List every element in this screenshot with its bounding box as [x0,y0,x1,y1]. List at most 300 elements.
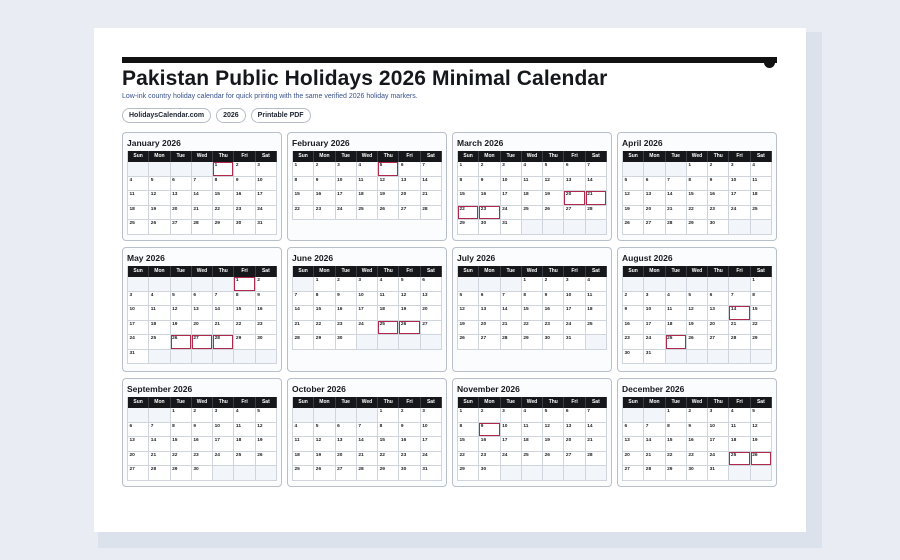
day-cell[interactable]: 30 [687,466,708,481]
day-cell[interactable]: 23 [192,452,213,467]
day-cell[interactable]: 8 [234,292,255,307]
day-cell[interactable]: 4 [149,292,170,307]
day-cell[interactable]: 4 [586,277,607,292]
day-cell[interactable]: 23 [234,206,255,221]
day-cell[interactable]: 29 [687,220,708,235]
day-cell[interactable]: 5 [623,177,644,192]
day-cell[interactable]: 19 [543,191,564,206]
day-cell[interactable]: 1 [378,408,399,423]
day-cell[interactable]: 31 [256,220,277,235]
day-cell[interactable]: 29 [458,220,479,235]
day-cell[interactable]: 4 [128,177,149,192]
day-cell[interactable]: 26 [623,220,644,235]
day-cell[interactable]: 22 [458,452,479,467]
day-cell[interactable]: 10 [564,292,585,307]
day-cell[interactable]: 10 [213,423,234,438]
day-cell[interactable]: 11 [751,177,772,192]
day-cell[interactable]: 2 [623,292,644,307]
day-cell[interactable]: 20 [479,321,500,336]
day-cell[interactable]: 11 [149,306,170,321]
day-cell[interactable]: 26 [543,206,564,221]
day-cell[interactable]: 27 [564,206,585,221]
day-cell[interactable]: 18 [522,191,543,206]
day-cell[interactable]: 20 [128,452,149,467]
day-cell[interactable]: 24 [128,335,149,350]
day-cell[interactable]: 17 [128,321,149,336]
day-cell[interactable]: 15 [234,306,255,321]
day-cell[interactable]: 3 [213,408,234,423]
day-cell[interactable]: 30 [234,220,255,235]
day-cell[interactable]: 25 [234,452,255,467]
day-cell[interactable]: 28 [293,335,314,350]
day-cell[interactable]: 25 [128,220,149,235]
day-cell[interactable]: 15 [458,191,479,206]
day-cell[interactable]: 5 [171,292,192,307]
day-cell[interactable]: 17 [644,321,665,336]
day-cell[interactable]: 1 [171,408,192,423]
day-cell[interactable]: 10 [357,292,378,307]
holiday-day-cell[interactable]: 25 [666,335,687,350]
day-cell[interactable]: 19 [399,306,420,321]
day-cell[interactable]: 29 [378,466,399,481]
day-cell[interactable]: 15 [666,437,687,452]
day-cell[interactable]: 23 [256,321,277,336]
day-cell[interactable]: 11 [729,423,750,438]
day-cell[interactable]: 23 [708,206,729,221]
day-cell[interactable]: 21 [149,452,170,467]
day-cell[interactable]: 10 [644,306,665,321]
day-cell[interactable]: 14 [586,177,607,192]
day-cell[interactable]: 9 [687,423,708,438]
day-cell[interactable]: 3 [501,408,522,423]
holiday-day-cell[interactable]: 9 [479,423,500,438]
day-cell[interactable]: 9 [234,177,255,192]
holiday-day-cell[interactable]: 28 [213,335,234,350]
day-cell[interactable]: 21 [357,452,378,467]
day-cell[interactable]: 20 [171,206,192,221]
day-cell[interactable]: 11 [128,191,149,206]
day-cell[interactable]: 12 [623,191,644,206]
day-cell[interactable]: 2 [256,277,277,292]
day-cell[interactable]: 18 [128,206,149,221]
day-cell[interactable]: 22 [522,321,543,336]
day-cell[interactable]: 16 [623,321,644,336]
day-cell[interactable]: 16 [708,191,729,206]
holiday-day-cell[interactable]: 25 [378,321,399,336]
day-cell[interactable]: 20 [399,191,420,206]
day-cell[interactable]: 7 [149,423,170,438]
day-cell[interactable]: 14 [213,306,234,321]
day-cell[interactable]: 12 [314,437,335,452]
day-cell[interactable]: 9 [543,292,564,307]
day-cell[interactable]: 8 [378,423,399,438]
day-cell[interactable]: 24 [336,206,357,221]
day-cell[interactable]: 29 [234,335,255,350]
day-cell[interactable]: 5 [751,408,772,423]
day-cell[interactable]: 17 [357,306,378,321]
day-cell[interactable]: 6 [479,292,500,307]
day-cell[interactable]: 6 [564,408,585,423]
day-cell[interactable]: 21 [293,321,314,336]
day-cell[interactable]: 18 [378,306,399,321]
day-cell[interactable]: 4 [357,162,378,177]
day-cell[interactable]: 10 [501,177,522,192]
day-cell[interactable]: 31 [128,350,149,365]
day-cell[interactable]: 5 [149,177,170,192]
day-cell[interactable]: 9 [479,177,500,192]
day-cell[interactable]: 10 [128,306,149,321]
day-cell[interactable]: 6 [171,177,192,192]
holiday-day-cell[interactable]: 26 [751,452,772,467]
day-cell[interactable]: 23 [314,206,335,221]
holiday-day-cell[interactable]: 14 [729,306,750,321]
day-cell[interactable]: 6 [192,292,213,307]
day-cell[interactable]: 25 [522,206,543,221]
day-cell[interactable]: 22 [171,452,192,467]
day-cell[interactable]: 14 [149,437,170,452]
day-cell[interactable]: 20 [192,321,213,336]
day-cell[interactable]: 11 [378,292,399,307]
day-cell[interactable]: 13 [708,306,729,321]
day-cell[interactable]: 31 [708,466,729,481]
day-cell[interactable]: 16 [314,191,335,206]
day-cell[interactable]: 30 [479,466,500,481]
day-cell[interactable]: 16 [256,306,277,321]
day-cell[interactable]: 12 [171,306,192,321]
day-cell[interactable]: 15 [458,437,479,452]
day-cell[interactable]: 4 [751,162,772,177]
day-cell[interactable]: 28 [644,466,665,481]
day-cell[interactable]: 14 [357,437,378,452]
day-cell[interactable]: 2 [192,408,213,423]
day-cell[interactable]: 12 [687,306,708,321]
holiday-day-cell[interactable]: 27 [192,335,213,350]
day-cell[interactable]: 23 [687,452,708,467]
day-cell[interactable]: 6 [564,162,585,177]
day-cell[interactable]: 13 [564,423,585,438]
day-cell[interactable]: 8 [666,423,687,438]
day-cell[interactable]: 17 [729,191,750,206]
day-cell[interactable]: 18 [293,452,314,467]
day-cell[interactable]: 1 [293,162,314,177]
day-cell[interactable]: 28 [586,452,607,467]
day-cell[interactable]: 7 [666,177,687,192]
day-cell[interactable]: 18 [586,306,607,321]
day-cell[interactable]: 24 [564,321,585,336]
day-cell[interactable]: 9 [623,306,644,321]
day-cell[interactable]: 6 [708,292,729,307]
day-cell[interactable]: 14 [501,306,522,321]
day-cell[interactable]: 18 [751,191,772,206]
day-cell[interactable]: 21 [192,206,213,221]
day-cell[interactable]: 21 [586,437,607,452]
holiday-day-cell[interactable]: 1 [213,162,234,177]
day-cell[interactable]: 22 [687,206,708,221]
day-cell[interactable]: 1 [458,408,479,423]
day-cell[interactable]: 24 [501,452,522,467]
day-cell[interactable]: 24 [256,206,277,221]
day-cell[interactable]: 21 [213,321,234,336]
day-cell[interactable]: 25 [586,321,607,336]
day-cell[interactable]: 25 [293,466,314,481]
day-cell[interactable]: 7 [293,292,314,307]
day-cell[interactable]: 9 [256,292,277,307]
day-cell[interactable]: 30 [192,466,213,481]
day-cell[interactable]: 27 [479,335,500,350]
day-cell[interactable]: 25 [149,335,170,350]
day-cell[interactable]: 20 [623,452,644,467]
day-cell[interactable]: 3 [256,162,277,177]
day-cell[interactable]: 10 [501,423,522,438]
day-cell[interactable]: 17 [336,191,357,206]
day-cell[interactable]: 18 [729,437,750,452]
day-cell[interactable]: 26 [256,452,277,467]
day-cell[interactable]: 23 [623,335,644,350]
day-cell[interactable]: 17 [501,191,522,206]
day-cell[interactable]: 15 [522,306,543,321]
day-cell[interactable]: 14 [421,177,442,192]
day-cell[interactable]: 28 [149,466,170,481]
day-cell[interactable]: 1 [666,408,687,423]
day-cell[interactable]: 4 [234,408,255,423]
day-cell[interactable]: 10 [421,423,442,438]
day-cell[interactable]: 8 [458,177,479,192]
day-cell[interactable]: 30 [336,335,357,350]
day-cell[interactable]: 11 [586,292,607,307]
day-cell[interactable]: 22 [213,206,234,221]
day-cell[interactable]: 18 [666,321,687,336]
day-cell[interactable]: 23 [543,321,564,336]
day-cell[interactable]: 7 [501,292,522,307]
day-cell[interactable]: 28 [586,206,607,221]
day-cell[interactable]: 12 [543,423,564,438]
day-cell[interactable]: 22 [293,206,314,221]
day-cell[interactable]: 12 [458,306,479,321]
day-cell[interactable]: 27 [399,206,420,221]
day-cell[interactable]: 21 [501,321,522,336]
day-cell[interactable]: 26 [314,466,335,481]
day-cell[interactable]: 8 [522,292,543,307]
day-cell[interactable]: 22 [314,321,335,336]
day-cell[interactable]: 7 [192,177,213,192]
day-cell[interactable]: 13 [171,191,192,206]
day-cell[interactable]: 1 [522,277,543,292]
day-cell[interactable]: 5 [399,277,420,292]
day-cell[interactable]: 21 [666,206,687,221]
day-cell[interactable]: 6 [644,177,665,192]
day-cell[interactable]: 5 [314,423,335,438]
day-cell[interactable]: 7 [644,423,665,438]
day-cell[interactable]: 22 [234,321,255,336]
day-cell[interactable]: 24 [421,452,442,467]
day-cell[interactable]: 8 [458,423,479,438]
day-cell[interactable]: 13 [336,437,357,452]
day-cell[interactable]: 15 [687,191,708,206]
day-cell[interactable]: 17 [256,191,277,206]
day-cell[interactable]: 13 [564,177,585,192]
day-cell[interactable]: 28 [421,206,442,221]
day-cell[interactable]: 1 [314,277,335,292]
day-cell[interactable]: 13 [128,437,149,452]
holiday-day-cell[interactable]: 1 [234,277,255,292]
day-cell[interactable]: 16 [336,306,357,321]
day-cell[interactable]: 18 [522,437,543,452]
day-cell[interactable]: 31 [421,466,442,481]
day-cell[interactable]: 15 [751,306,772,321]
day-cell[interactable]: 27 [128,466,149,481]
day-cell[interactable]: 5 [458,292,479,307]
day-cell[interactable]: 7 [586,162,607,177]
day-cell[interactable]: 12 [378,177,399,192]
day-cell[interactable]: 17 [564,306,585,321]
day-cell[interactable]: 14 [293,306,314,321]
day-cell[interactable]: 29 [213,220,234,235]
day-cell[interactable]: 20 [564,437,585,452]
day-cell[interactable]: 19 [149,206,170,221]
holiday-day-cell[interactable]: 26 [171,335,192,350]
source-chip[interactable]: HolidaysCalendar.com [122,108,211,123]
day-cell[interactable]: 8 [293,177,314,192]
day-cell[interactable]: 2 [479,162,500,177]
day-cell[interactable]: 23 [479,452,500,467]
day-cell[interactable]: 6 [623,423,644,438]
day-cell[interactable]: 24 [501,206,522,221]
day-cell[interactable]: 28 [666,220,687,235]
day-cell[interactable]: 20 [644,206,665,221]
day-cell[interactable]: 4 [522,162,543,177]
day-cell[interactable]: 13 [192,306,213,321]
day-cell[interactable]: 16 [687,437,708,452]
day-cell[interactable]: 4 [378,277,399,292]
day-cell[interactable]: 30 [256,335,277,350]
day-cell[interactable]: 29 [522,335,543,350]
day-cell[interactable]: 19 [378,191,399,206]
day-cell[interactable]: 2 [708,162,729,177]
day-cell[interactable]: 6 [336,423,357,438]
day-cell[interactable]: 23 [399,452,420,467]
day-cell[interactable]: 23 [336,321,357,336]
day-cell[interactable]: 27 [708,335,729,350]
day-cell[interactable]: 1 [458,162,479,177]
day-cell[interactable]: 28 [729,335,750,350]
day-cell[interactable]: 16 [543,306,564,321]
day-cell[interactable]: 1 [687,162,708,177]
day-cell[interactable]: 16 [479,437,500,452]
day-cell[interactable]: 24 [729,206,750,221]
day-cell[interactable]: 27 [171,220,192,235]
day-cell[interactable]: 24 [213,452,234,467]
day-cell[interactable]: 5 [256,408,277,423]
day-cell[interactable]: 19 [171,321,192,336]
day-cell[interactable]: 17 [708,437,729,452]
day-cell[interactable]: 10 [729,177,750,192]
day-cell[interactable]: 27 [336,466,357,481]
day-cell[interactable]: 3 [564,277,585,292]
day-cell[interactable]: 17 [421,437,442,452]
pdf-chip[interactable]: Printable PDF [251,108,311,123]
day-cell[interactable]: 19 [687,321,708,336]
day-cell[interactable]: 16 [399,437,420,452]
day-cell[interactable]: 25 [522,452,543,467]
day-cell[interactable]: 2 [314,162,335,177]
day-cell[interactable]: 30 [708,220,729,235]
day-cell[interactable]: 3 [357,277,378,292]
day-cell[interactable]: 4 [666,292,687,307]
day-cell[interactable]: 7 [421,162,442,177]
day-cell[interactable]: 5 [543,162,564,177]
day-cell[interactable]: 31 [644,350,665,365]
day-cell[interactable]: 31 [564,335,585,350]
day-cell[interactable]: 12 [149,191,170,206]
day-cell[interactable]: 11 [357,177,378,192]
day-cell[interactable]: 12 [256,423,277,438]
day-cell[interactable]: 18 [357,191,378,206]
day-cell[interactable]: 21 [421,191,442,206]
day-cell[interactable]: 29 [458,466,479,481]
day-cell[interactable]: 19 [751,437,772,452]
day-cell[interactable]: 13 [623,437,644,452]
holiday-day-cell[interactable]: 5 [378,162,399,177]
day-cell[interactable]: 11 [293,437,314,452]
day-cell[interactable]: 22 [378,452,399,467]
day-cell[interactable]: 2 [687,408,708,423]
day-cell[interactable]: 19 [458,321,479,336]
day-cell[interactable]: 9 [336,292,357,307]
day-cell[interactable]: 3 [708,408,729,423]
day-cell[interactable]: 5 [543,408,564,423]
day-cell[interactable]: 29 [314,335,335,350]
day-cell[interactable]: 12 [399,292,420,307]
day-cell[interactable]: 28 [357,466,378,481]
day-cell[interactable]: 19 [256,437,277,452]
day-cell[interactable]: 4 [729,408,750,423]
day-cell[interactable]: 12 [543,177,564,192]
holiday-day-cell[interactable]: 25 [729,452,750,467]
day-cell[interactable]: 1 [751,277,772,292]
day-cell[interactable]: 10 [336,177,357,192]
day-cell[interactable]: 16 [234,191,255,206]
day-cell[interactable]: 27 [623,466,644,481]
day-cell[interactable]: 19 [314,452,335,467]
day-cell[interactable]: 22 [666,452,687,467]
day-cell[interactable]: 28 [501,335,522,350]
day-cell[interactable]: 6 [421,277,442,292]
day-cell[interactable]: 7 [729,292,750,307]
day-cell[interactable]: 15 [378,437,399,452]
day-cell[interactable]: 26 [543,452,564,467]
day-cell[interactable]: 29 [751,335,772,350]
day-cell[interactable]: 19 [543,437,564,452]
day-cell[interactable]: 8 [751,292,772,307]
day-cell[interactable]: 24 [644,335,665,350]
day-cell[interactable]: 24 [708,452,729,467]
day-cell[interactable]: 5 [687,292,708,307]
day-cell[interactable]: 9 [399,423,420,438]
day-cell[interactable]: 20 [708,321,729,336]
day-cell[interactable]: 13 [399,177,420,192]
day-cell[interactable]: 30 [399,466,420,481]
day-cell[interactable]: 26 [149,220,170,235]
day-cell[interactable]: 15 [171,437,192,452]
day-cell[interactable]: 3 [501,162,522,177]
day-cell[interactable]: 24 [357,321,378,336]
day-cell[interactable]: 15 [213,191,234,206]
day-cell[interactable]: 3 [336,162,357,177]
day-cell[interactable]: 7 [213,292,234,307]
day-cell[interactable]: 3 [421,408,442,423]
day-cell[interactable]: 10 [256,177,277,192]
holiday-day-cell[interactable]: 22 [458,206,479,221]
